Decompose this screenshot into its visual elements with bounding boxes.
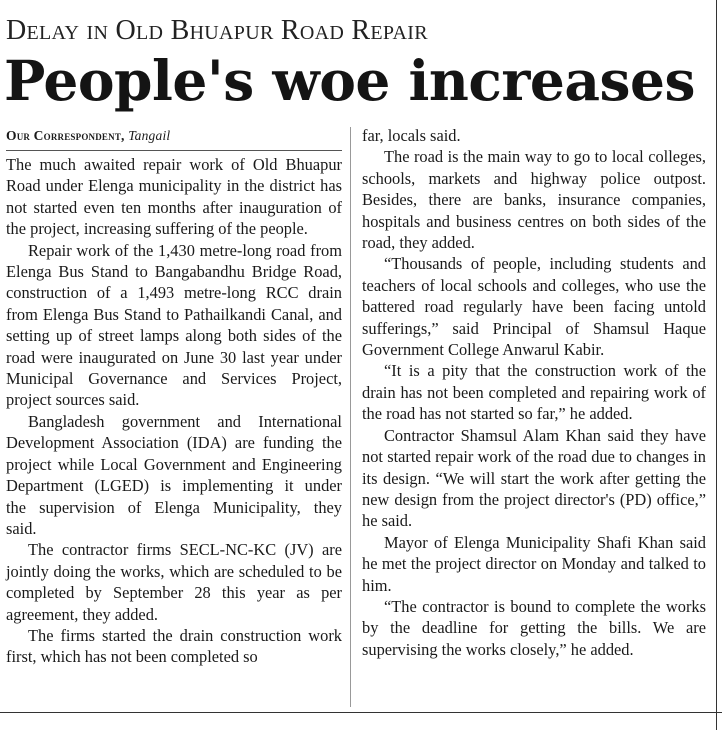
paragraph: “Thousands of people, including students and teachers of local schools and colleges, who use the battered road regularly have been facing untold sufferings,” said Principal of Shamsul Haque Government College Anwarul Kabir. — [362, 254, 706, 360]
clipping-edge-bottom — [0, 712, 722, 713]
right-column — [362, 125, 706, 660]
article-kicker: Delay in Old Bhuapur Road Repair — [6, 15, 428, 46]
paragraph: “The contractor is bound to complete the works by the deadline for getting the bills. We are supervising the works closely,” he added. — [362, 596, 706, 659]
clipping-edge-right — [716, 0, 717, 730]
paragraph: Repair work of the 1,430 metre-long road from Elenga Bus Stand to Bangabandhu Bridge Road, construction of a 1,493 metre-long RCC drain from Elenga Bus Stand to Pathailkandi Canal, and setting up of street lamps along both sides of the road were inaugurated on June 30 last year under Municipal Governance and Services Project, project sources said. — [6, 240, 342, 410]
byline-rule — [6, 150, 342, 151]
paragraph: Contractor Shamsul Alam Khan said they have not started repair work of the road due to changes in its design. “We will start the work after getting the new design from the project director's (PD) office,” he said. — [362, 425, 706, 531]
left-column — [6, 125, 342, 668]
article-headline: People's woe increases — [4, 48, 695, 113]
byline-author: Our Correspondent, — [6, 128, 125, 143]
byline-place: Tangail — [128, 128, 171, 143]
paragraph: far, locals said. — [362, 126, 461, 145]
paragraph: Mayor of Elenga Municipality Shafi Khan said he met the project director on Monday and talked to him. — [362, 532, 706, 595]
paragraph: Bangladesh government and International Development Association (IDA) are funding the project while Local Government and Engineering Department (LGED) is implementing it under the supervision of Elenga Municipality, they said. — [6, 411, 342, 538]
column-divider — [350, 127, 351, 707]
paragraph: “It is a pity that the construction work of the drain has not been completed and repairing work of the road has not started so far,” he added. — [362, 361, 706, 424]
byline — [6, 125, 342, 146]
paragraph: The contractor firms SECL-NC-KC (JV) are jointly doing the works, which are scheduled to be completed by September 28 this year as per agreement, they added. — [6, 540, 342, 624]
paragraph: The road is the main way to go to local colleges, schools, markets and highway police outpost. Besides, there are banks, insurance companies, hospitals and business centres on both sides of the road, they added. — [362, 147, 706, 253]
paragraph: The firms started the drain construction work first, which has not been completed so — [6, 625, 342, 667]
paragraph: The much awaited repair work of Old Bhuapur Road under Elenga municipality in the district has not started even ten months after inauguration of the project, increasing suffering of the people. — [6, 155, 342, 239]
